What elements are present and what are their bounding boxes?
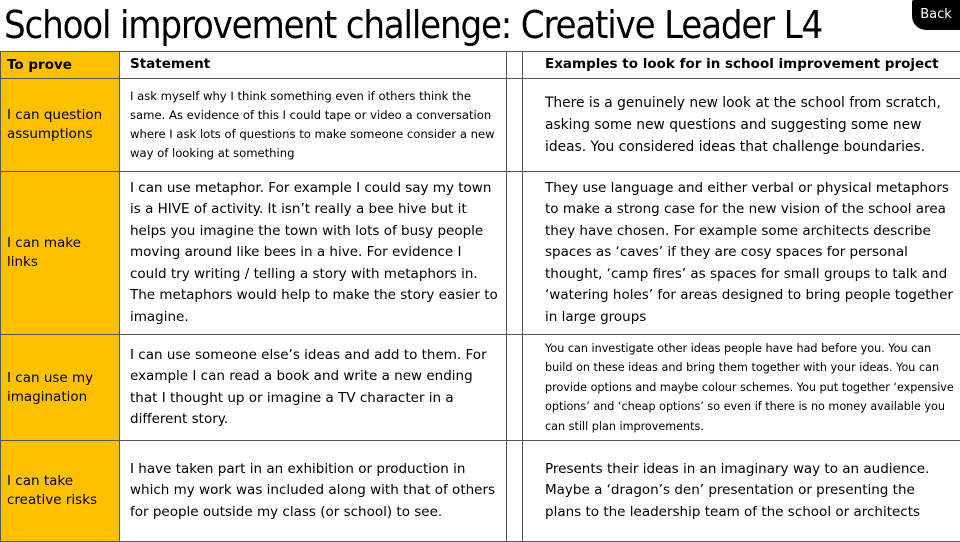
table-row	[1, 441, 960, 542]
back-button[interactable]: Back	[912, 0, 960, 30]
row-statement: I can use someone else’s ideas and add to them. For example I can read a book and write a new ending that I thought up or imagine a TV character in a different story.	[120, 335, 507, 441]
column-gap	[507, 335, 523, 441]
table-header-row	[1, 52, 960, 79]
criteria-table	[0, 51, 960, 542]
row-prove-label: I can question assumptions	[1, 79, 120, 172]
header-examples: Examples to look for in school improvement project	[523, 52, 960, 79]
row-statement: I have taken part in an exhibition or production in which my work was included along with that of others for people outside my class (or school) to see.	[120, 441, 507, 542]
row-prove-label: I can use my imagination	[1, 335, 120, 441]
row-prove-label: I can make links	[1, 172, 120, 335]
column-gap	[507, 52, 523, 79]
row-statement: I ask myself why I think something even if others think the same. As evidence of this I could tape or video a conversation where I ask lots of questions to make someone consider a new way of looking at something	[120, 79, 507, 172]
column-gap	[507, 79, 523, 172]
table-row	[1, 172, 960, 335]
row-statement: I can use metaphor. For example I could say my town is a HIVE of activity. It isn’t really a bee hive but it helps you imagine the town with lots of busy people moving around like bees in a hive. For evidence I could try writing / telling a story with metaphors in. The metaphors would help to make the story easier to imagine.	[120, 172, 507, 335]
table-row	[1, 79, 960, 172]
column-gap	[507, 172, 523, 335]
page-title: School improvement challenge: Creative Leader L4	[4, 0, 822, 50]
row-prove-label: I can take creative risks	[1, 441, 120, 542]
header-to-prove: To prove	[1, 52, 120, 79]
table-row	[1, 335, 960, 441]
row-examples: They use language and either verbal or physical metaphors to make a strong case for the new vision of the school area they have chosen. For example some architects describe spaces as ‘caves’ if they are cosy spaces for personal thought, ‘camp fires’ as spaces for small groups to talk and ‘watering holes’ for areas designed to bring people together in large groups	[523, 172, 960, 335]
row-examples: Presents their ideas in an imaginary way to an audience. Maybe a ‘dragon’s den’ presentation or presenting the plans to the leadership team of the school or architects	[523, 441, 960, 542]
row-examples: There is a genuinely new look at the school from scratch, asking some new questions and suggesting some new ideas. You considered ideas that challenge boundaries.	[523, 79, 960, 172]
column-gap	[507, 441, 523, 542]
row-examples: You can investigate other ideas people have had before you. You can build on these ideas and bring them together with your ideas. You can provide options and maybe colour schemes. You put together ‘expensive options’ and ‘cheap options’ so even if there is no money available you can still plan improvements.	[523, 335, 960, 441]
header-statement: Statement	[120, 52, 507, 79]
